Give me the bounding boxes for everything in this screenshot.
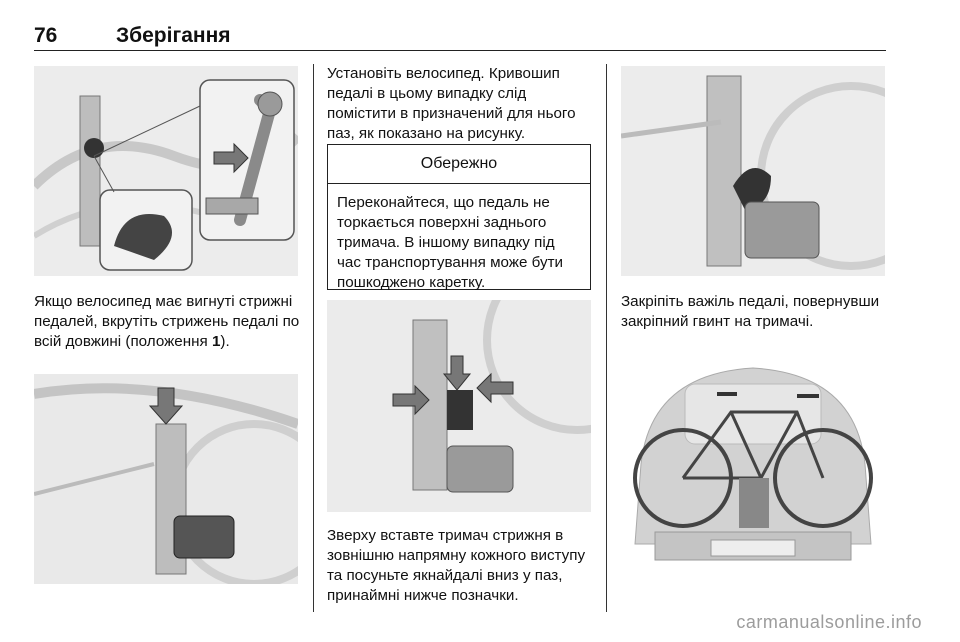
holder-guide-illustration — [327, 300, 591, 512]
paragraph-curved-pedal — [34, 292, 302, 352]
watermark: carmanualsonline.info — [736, 612, 922, 632]
column-divider-right — [606, 64, 607, 612]
paragraph-curved-pedal-end: ). — [220, 333, 230, 350]
paragraph-curved-pedal-text: Якщо велосипед має вигнуті стрижні педалей, вкрутіть стрижень педалі по всій довжині (положення — [34, 293, 300, 350]
figure-holder-insert — [34, 374, 298, 584]
figure-pedal-clamp — [621, 66, 885, 276]
paragraph-insert-holder: Зверху вставте тримач стрижня в зовнішню напрямну кожного виступу та посуньте якнайдалі вниз у паз, принаймні нижче позначки. — [327, 527, 586, 604]
pedal-crank-illustration — [34, 66, 298, 276]
figure-pedal-crank-detail — [34, 66, 298, 276]
caution-text: Переконайтеся, що педаль не торкається поверхні заднього тримача. В іншому випадку під час транспортування може бути пошкоджено каретку. — [337, 194, 564, 291]
pedal-clamp-illustration — [621, 66, 885, 276]
car-bicycle-illustration — [621, 354, 885, 568]
page-number: 76 — [34, 24, 58, 47]
figure-holder-guide — [327, 300, 591, 512]
holder-insert-illustration — [34, 374, 298, 584]
page-header — [34, 24, 886, 51]
figure-car-with-bicycle — [621, 354, 885, 568]
section-title: Зберігання — [116, 24, 231, 47]
caution-box — [327, 144, 591, 290]
column-divider-left — [313, 64, 314, 612]
position-reference: 1 — [211, 333, 221, 350]
paragraph-install-bicycle: Установіть велосипед. Кривошип педалі в цьому випадку слід помістити в призначений для нього паз, як показано на рисунку. — [327, 65, 576, 142]
caution-title: Обережно — [328, 145, 590, 184]
paragraph-secure-pedal: Закріпіть важіль педалі, повернувши закріпний гвинт на тримачі. — [621, 293, 880, 330]
